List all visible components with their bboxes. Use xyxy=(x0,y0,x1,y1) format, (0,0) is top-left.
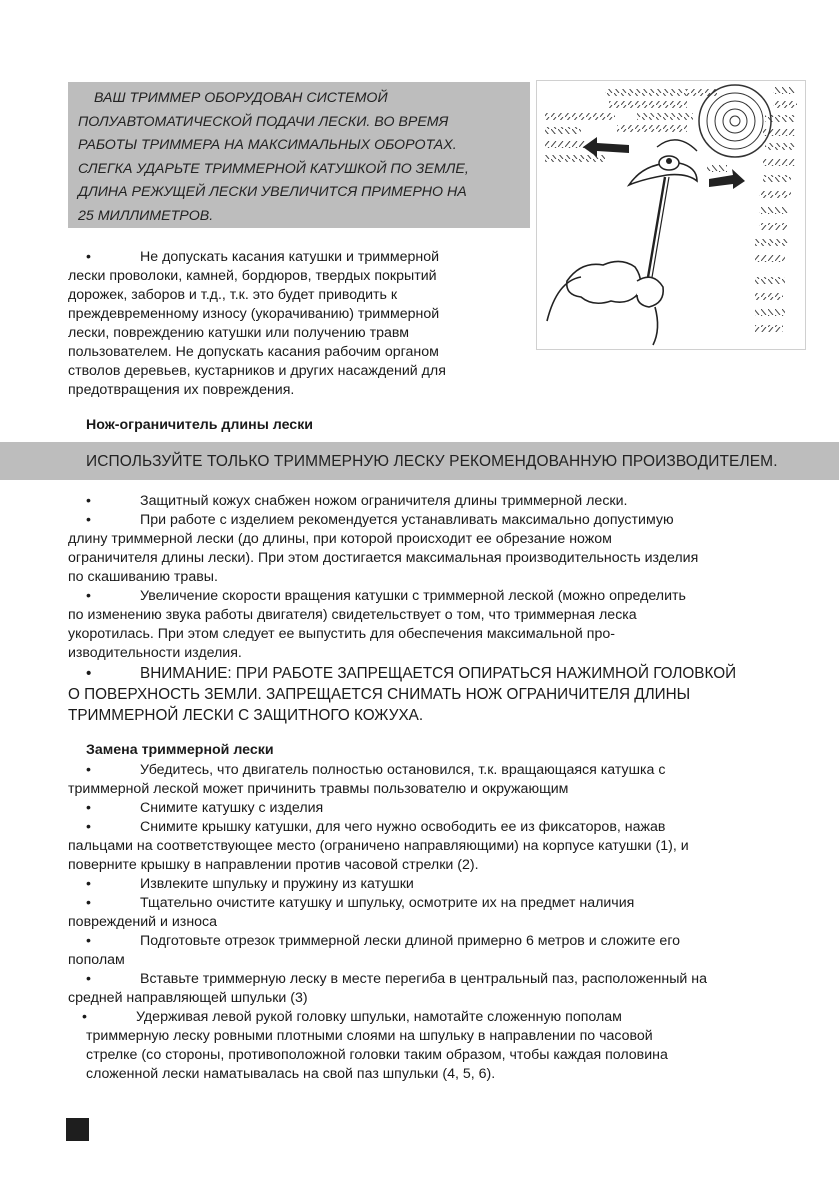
intro-bullet xyxy=(68,248,528,400)
paragraph-line: Снимите крышку катушки, для чего нужно освободить ее из фиксаторов, нажав xyxy=(140,819,666,835)
trimmer-drawing xyxy=(537,81,805,349)
paragraph-line: Тщательно очистите катушку и шпульку, осмотрите их на предмет наличия xyxy=(140,895,635,911)
paragraph-line: средней направляющей шпульки (3) xyxy=(68,990,308,1006)
notice-line: ПОЛУАВТОМАТИЧЕСКОЙ ПОДАЧИ ЛЕСКИ. ВО ВРЕМЯ xyxy=(78,113,449,130)
paragraph-line: предотвращения их повреждения. xyxy=(68,382,295,398)
paragraph-line: стволов деревьев, кустарников и других насаждений для xyxy=(68,363,446,379)
notice-box xyxy=(68,82,530,228)
bullet-symbol: • xyxy=(86,876,91,892)
bullet-symbol: • xyxy=(86,665,92,682)
recommendation-banner xyxy=(0,442,839,480)
bullet-symbol: • xyxy=(86,971,91,987)
bullet-symbol: • xyxy=(86,819,91,835)
paragraph-line: триммерную леску ровными плотными слоями на шпульку в направлении по часовой xyxy=(86,1028,653,1044)
paragraph-line: дорожек, заборов и т.д., т.к. это будет приводить к xyxy=(68,287,398,303)
paragraph-line: Не допускать касания катушки и триммерной xyxy=(140,249,440,265)
paragraph-line: Защитный кожух снабжен ножом ограничителя длины триммерной лески. xyxy=(140,493,628,509)
notice-line: ВАШ ТРИММЕР ОБОРУДОВАН СИСТЕМОЙ xyxy=(94,90,388,106)
paragraph-line: поверните крышку в направлении против часовой стрелки (2). xyxy=(68,857,479,873)
page-corner-marker xyxy=(66,1118,89,1141)
paragraph-line: по скашиванию травы. xyxy=(68,569,218,585)
paragraph-line: Удерживая левой рукой головку шпульки, намотайте сложенную пополам xyxy=(136,1009,622,1025)
trimmer-illustration xyxy=(536,80,806,350)
section1-body xyxy=(68,492,828,726)
paragraph-line: преждевременному износу (укорачиванию) триммерной xyxy=(68,306,440,322)
paragraph-line: лески проволоки, камней, бордюров, твердых покрытий xyxy=(68,268,437,284)
banner-text: ИСПОЛЬЗУЙТЕ ТОЛЬКО ТРИММЕРНУЮ ЛЕСКУ РЕКОМЕНДОВАННУЮ ПРОИЗВОДИТЕЛЕМ. xyxy=(86,452,778,470)
paragraph-line: пользователем. Не допускать касания рабочим органом xyxy=(68,344,439,360)
bullet-symbol: • xyxy=(86,800,91,816)
section2-body xyxy=(68,761,828,1084)
paragraph-line: Снимите катушку с изделия xyxy=(140,800,324,816)
section-heading-line-cutter: Нож-ограничитель длины лески xyxy=(86,417,314,433)
last-bullet xyxy=(68,1008,828,1084)
warning-block xyxy=(68,663,828,726)
warning-line: ТРИММЕРНОЙ ЛЕСКИ С ЗАЩИТНОГО КОЖУХА. xyxy=(68,707,424,724)
notice-line: 25 МИЛЛИМЕТРОВ. xyxy=(78,207,214,224)
bullet-symbol: • xyxy=(86,493,91,509)
bullet-symbol: • xyxy=(86,588,91,604)
paragraph-line: длину триммерной лески (до длины, при которой происходит ее обрезание ножом xyxy=(68,531,612,547)
bullet-symbol: • xyxy=(86,895,91,911)
notice-line: СЛЕГКА УДАРЬТЕ ТРИММЕРНОЙ КАТУШКОЙ ПО ЗЕМЛЕ, xyxy=(78,160,469,177)
paragraph-line: Убедитесь, что двигатель полностью остановился, т.к. вращающаяся катушка с xyxy=(140,762,666,778)
paragraph-line: Извлеките шпульку и пружину из катушки xyxy=(140,876,414,892)
paragraph-line: стрелке (со стороны, противоположной головки таким образом, чтобы каждая половина xyxy=(86,1047,668,1063)
paragraph-line: триммерной леской может причинить травмы пользователю и окружающим xyxy=(68,781,569,797)
paragraph-line: укоротилась. При этом следует ее выпустить для обеспечения максимальной про- xyxy=(68,626,615,642)
paragraph-line: по изменению звука работы двигателя) свидетельствует о том, что триммерная леска xyxy=(68,607,637,623)
paragraph-line: пальцами на соответствующее место (ограничено направляющими) на корпусе катушки (1), и xyxy=(68,838,689,854)
bullet-symbol: • xyxy=(86,933,91,949)
paragraph-line: сложенной лески наматывалась на свой паз шпульки (4, 5, 6). xyxy=(86,1066,496,1082)
bullet-symbol: • xyxy=(86,762,91,778)
paragraph-line: пополам xyxy=(68,952,125,968)
bullet-symbol: • xyxy=(82,1009,87,1025)
paragraph-line: лески, повреждению катушки или получению травм xyxy=(68,325,410,341)
paragraph-line: Подготовьте отрезок триммерной лески длиной примерно 6 метров и сложите его xyxy=(140,933,681,949)
notice-line: РАБОТЫ ТРИММЕРА НА МАКСИМАЛЬНЫХ ОБОРОТАХ. xyxy=(78,137,457,153)
paragraph-line: ограничителя длины лески). При этом достигается максимальная производительность изделия xyxy=(68,550,699,566)
warning-line: О ПОВЕРХНОСТЬ ЗЕМЛИ. ЗАПРЕЩАЕТСЯ СНИМАТЬ НОЖ ОГРАНИЧИТЕЛЯ ДЛИНЫ xyxy=(68,686,691,703)
paragraph-line: Вставьте триммерную леску в месте перегиба в центральный паз, расположенный на xyxy=(140,971,707,987)
bullet-symbol: • xyxy=(86,512,91,528)
warning-line: ВНИМАНИЕ: ПРИ РАБОТЕ ЗАПРЕЩАЕТСЯ ОПИРАТЬСЯ НАЖИМНОЙ ГОЛОВКОЙ xyxy=(140,665,737,682)
paragraph-line: Увеличение скорости вращения катушки с триммерной леской (можно определить xyxy=(140,588,686,604)
paragraph-line: изводительности изделия. xyxy=(68,645,242,661)
notice-line: ДЛИНА РЕЖУЩЕЙ ЛЕСКИ УВЕЛИЧИТСЯ ПРИМЕРНО НА xyxy=(78,184,467,200)
bullet-symbol: • xyxy=(86,249,91,265)
paragraph-line: повреждений и износа xyxy=(68,914,218,930)
section-heading-line-replacement: Замена триммерной лески xyxy=(86,742,274,758)
paragraph-line: При работе с изделием рекомендуется устанавливать максимально допустимую xyxy=(140,512,674,528)
